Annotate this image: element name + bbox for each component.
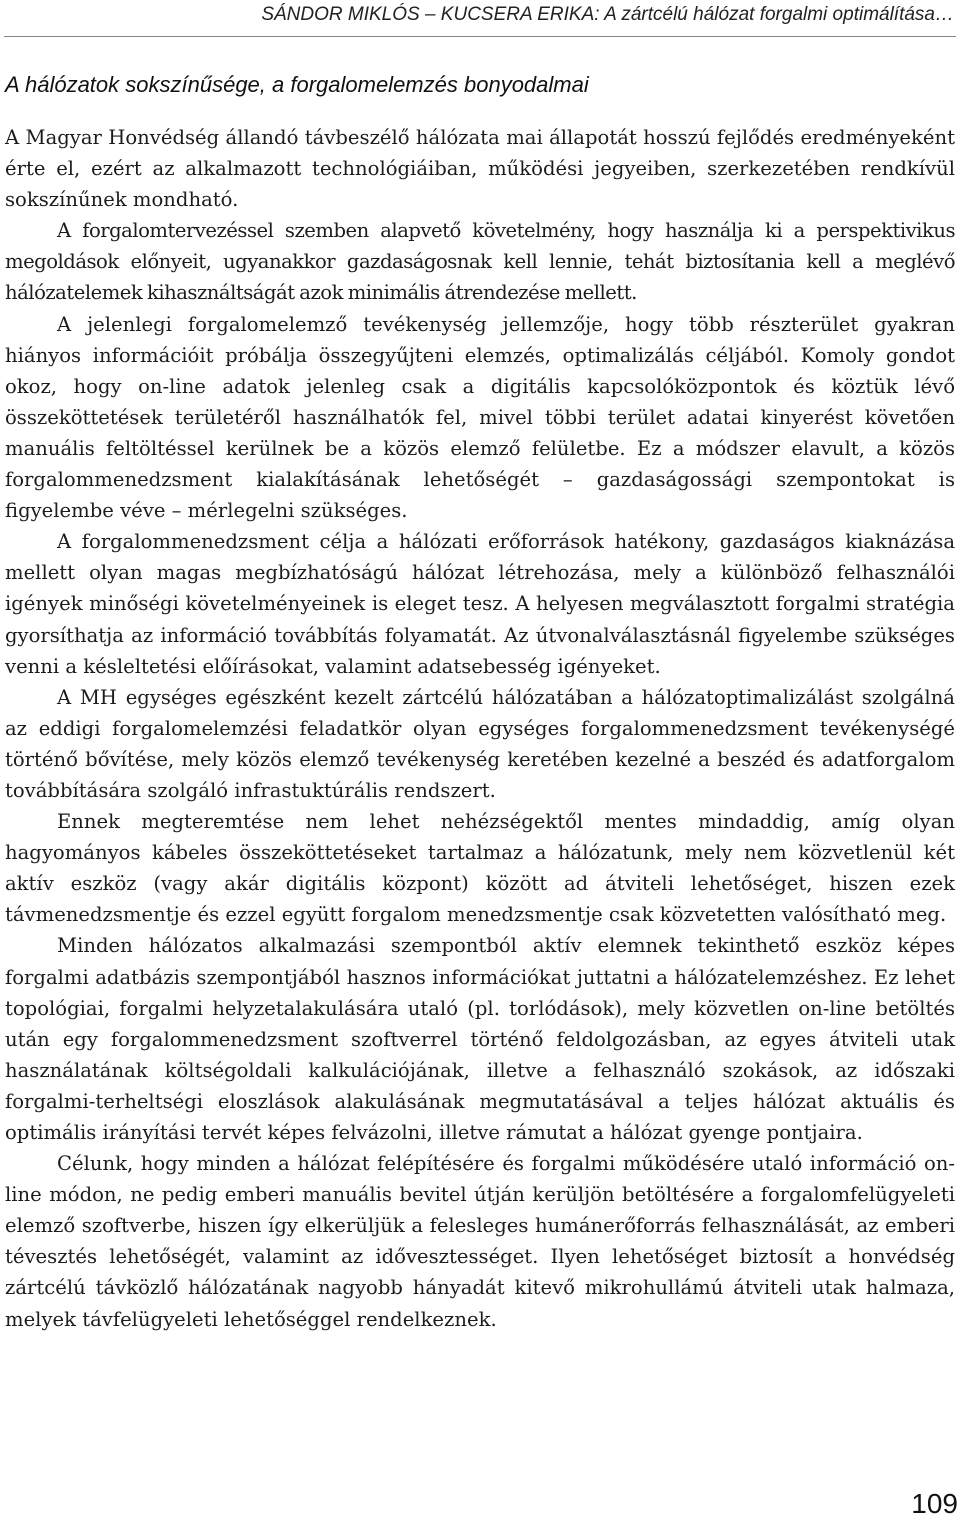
header-divider bbox=[4, 36, 956, 37]
paragraph: A forgalommenedzsment célja a hálózati erőforrások hatékony, gazdaságos kiaknázása mellett olyan magas megbízhatóságú hálózat létrehozása, mely a különböző felhasználói igények minőségi követelményeinek is eleget tesz. A helyesen megválasztott forgalmi stratégia gyorsíthatja az információ továbbítás folyamatát. Az útvonalválasztásnál figyelembe szükséges venni a késleltetési előírásokat, valamint adatsebesség igényeket. bbox=[5, 530, 955, 678]
paragraph: Minden hálózatos alkalmazási szempontból aktív elemnek tekinthető eszköz képes forgalmi adatbázis szempontjából hasznos információkat juttatni a hálózatelemzéshez. Ez lehet topológiai, forgalmi helyzetalakulására utaló (pl. torlódások), mely közvetlen on-line betöltés után egy forgalommenedzsment szoftverrel történő feldolgozásban, az egyes átviteli utak használatának költségoldali kalkulációjának, illetve a felhasználó szokások, az időszaki forgalmi-terheltségi eloszlások alakulásának megmutatásával a teljes hálózat aktuális és optimális irányítási tervét képes felvázolni, illetve rámutat a hálózat gyenge pontjaira. bbox=[5, 934, 955, 1144]
paragraph: A MH egységes egészként kezelt zártcélú hálózatában a hálózatoptimalizálást szolgálná az eddigi forgalomelemzési feladatkör olyan egységes forgalommenedzsment tevékenységé történő bővítése, mely közös elemző tevékenység keretében kezelné a beszéd és adatforgalom továbbítására szolgáló infrastuktúrális rendszert. bbox=[5, 685, 955, 802]
paragraph: Célunk, hogy minden a hálózat felépítésére és forgalmi működésére utaló információ on-line módon, ne pedig emberi manuális bevitel útján kerüljön betöltésére a forgalomfelügyeleti elemző szoftverbe, hiszen így elkerüljük a felesleges humánerőforrás felhasználását, az emberi tévesztés lehetőségét, valamint az idővesztességet. Ilyen lehetőséget biztosít a honvédség zártcélú távközlő hálózatának nagyobb hányadát kitevő mikrohullámú átviteli utak halmaza, melyek távfelügyeleti lehetőséggel rendelkeznek. bbox=[5, 1152, 955, 1331]
article-body bbox=[5, 122, 955, 1335]
paragraph: A jelenlegi forgalomelemző tevékenység jellemzője, hogy több részterület gyakran hiányos információit próbálja összegyűjteni elemzés, optimalizálás céljából. Komoly gondot okoz, hogy on-line adatok jelenleg csak a digitális kapcsolóközpontok és köztük lévő összeköttetések területéről használhatók fel, mivel többi terület adatai kinyerést követően manuális feltöltéssel kerülnek be a közös elemző felületbe. Ez a módszer elavult, a közös forgalommenedzsment kialakításának lehetőségét – gazdaságossági szempontokat is figyelembe véve – mérlegelni szükséges. bbox=[5, 312, 955, 523]
section-heading: A hálózatok sokszínűsége, a forgalomelemzés bonyodalmai bbox=[5, 72, 589, 97]
running-header: SÁNDOR MIKLÓS – KUCSERA ERIKA: A zártcélú hálózat forgalmi optimálítása… bbox=[261, 4, 954, 25]
paragraph: A Magyar Honvédség állandó távbeszélő hálózata mai állapotát hosszú fejlődés eredményeként érte el, ezért az alkalmazott technológiáiban, működési jegyeiben, szerkezetében rendkívül sokszínűnek mondható. bbox=[5, 126, 955, 212]
paragraph: A forgalomtervezéssel szemben alapvető követelmény, hogy használja ki a perspektivikus megoldások előnyeit, ugyanakkor gazdaságosnak kell lennie, tehát biztosítania kell a meglévő hálózatelemek kihasználtságát azok minimális átrendezése mellett. bbox=[5, 219, 955, 305]
page-number: 109 bbox=[911, 1488, 958, 1519]
paragraph: Ennek megteremtése nem lehet nehézségektől mentes mindaddig, amíg olyan hagyományos kábeles összeköttetéseket tartalmaz a hálózatunk, mely nem közvetlenül két aktív eszköz (vagy akár digitális központ) között ad átviteli lehetőséget, hiszen ezek távmenedzsmentje és ezzel együtt forgalom menedzsmentje csak közvetetten valósítható meg. bbox=[5, 810, 955, 927]
